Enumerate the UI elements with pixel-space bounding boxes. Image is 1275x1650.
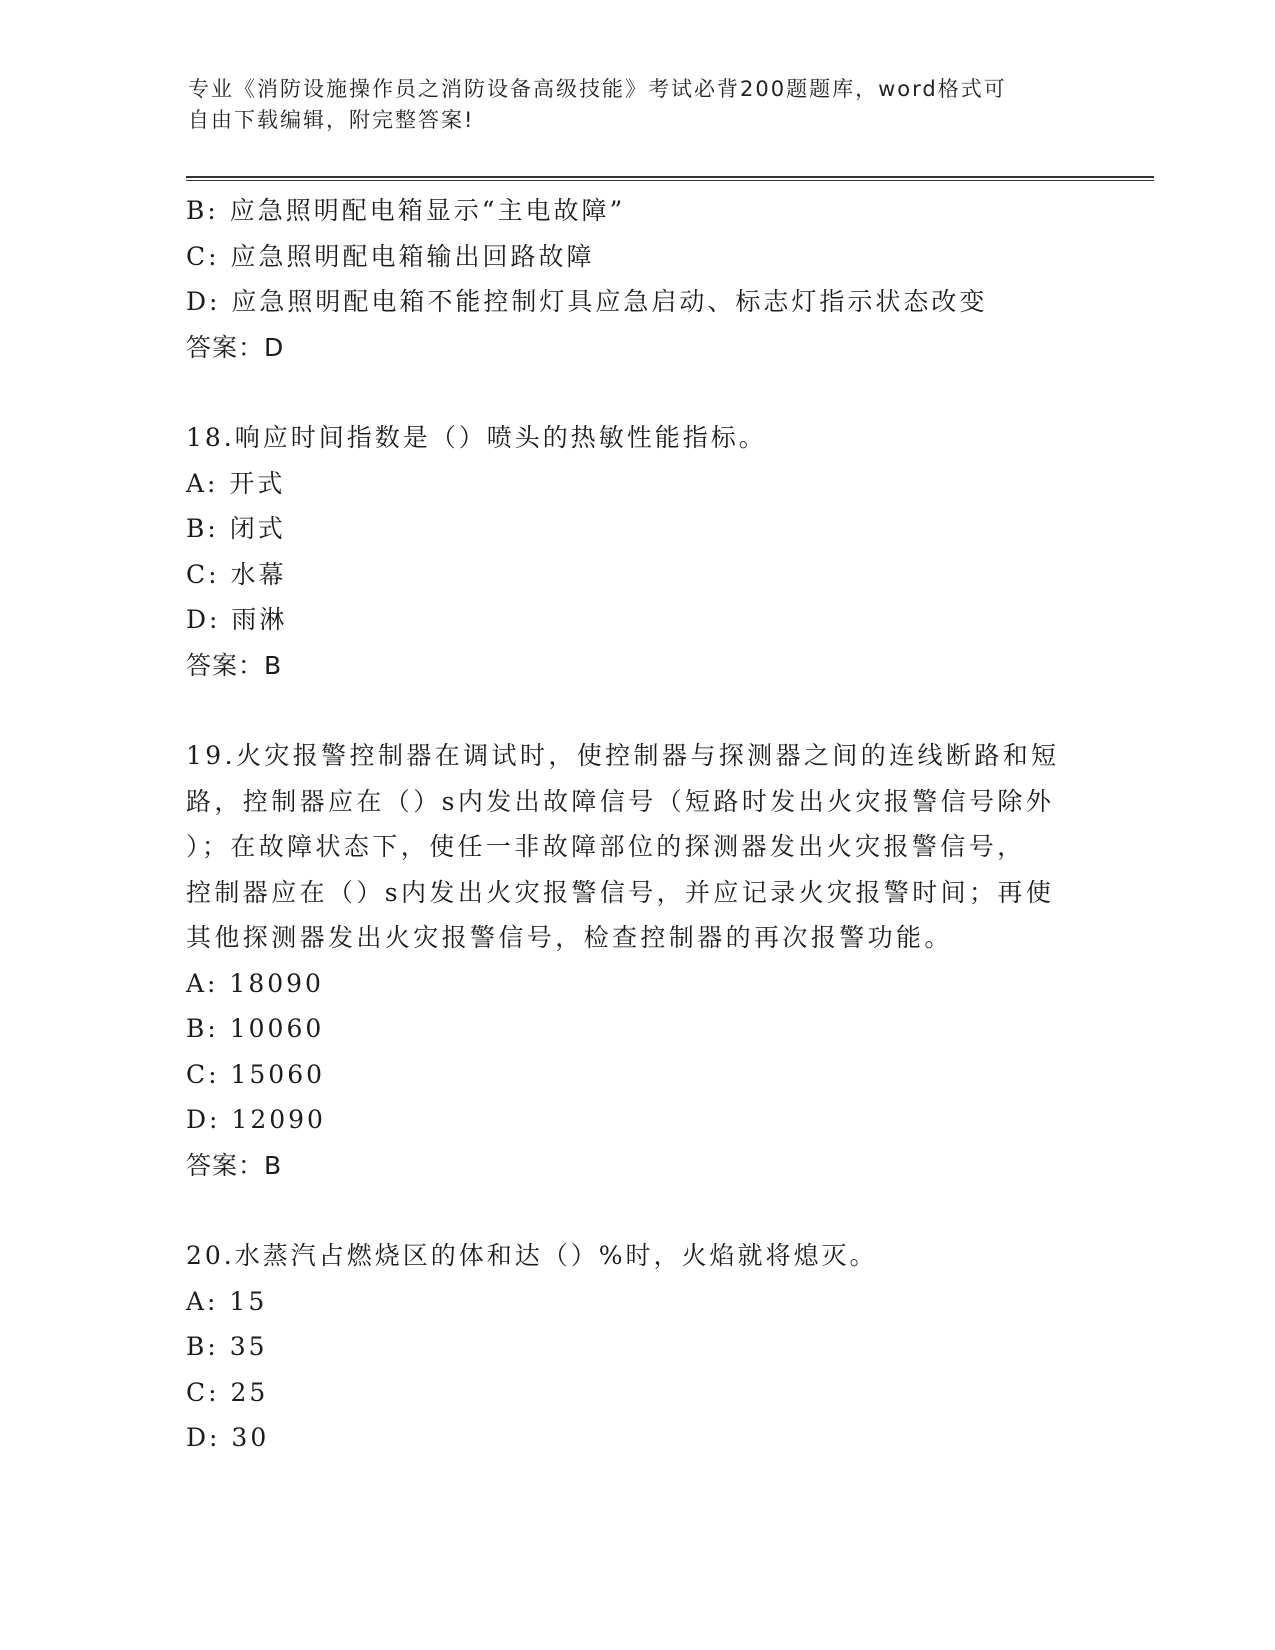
option-b: B: 35 [186, 1332, 268, 1361]
answer-label: 答案：B [186, 1150, 283, 1180]
question-stem-line: 其他探测器发出火灾报警信号，检查控制器的再次报警功能。 [186, 923, 953, 952]
question-stem-line: 19.火灾报警控制器在调试时，使控制器与探测器之间的连线断路和短 [186, 741, 1060, 770]
header-line-2: 自由下载编辑，附完整答案! [188, 108, 475, 132]
question-stem: 20.水蒸汽占燃烧区的体和达（）%时，火焰就将熄灭。 [186, 1241, 878, 1270]
spacer [186, 370, 1086, 415]
option-d: D: 应急照明配电箱不能控制灯具应急启动、标志灯指示状态改变 [186, 287, 988, 316]
page-header [188, 74, 1088, 136]
answer-label: 答案：B [186, 650, 283, 680]
answer-label: 答案：D [186, 332, 285, 362]
option-b: B: 应急照明配电箱显示“主电故障” [186, 196, 626, 225]
document-body [186, 188, 1086, 1461]
option-d: D: 12090 [186, 1105, 326, 1134]
question-stem-line: 控制器应在（）s内发出火灾报警信号，并应记录火灾报警时间；再使 [186, 877, 1055, 907]
header-line-1: 专业《消防设施操作员之消防设备高级技能》考试必背200题题库，word格式可 [188, 77, 1007, 101]
question-18 [186, 415, 1086, 688]
option-c: C: 25 [186, 1377, 269, 1407]
question-20 [186, 1233, 1086, 1461]
question-stem-line: 路，控制器应在（）s内发出故障信号（短路时发出火灾报警信号除外 [186, 786, 1055, 816]
option-d: D: 30 [186, 1423, 270, 1452]
option-a: A: 18090 [186, 968, 324, 998]
option-c: C: 15060 [186, 1059, 326, 1089]
option-a: A: 开式 [186, 468, 286, 498]
question-17-tail [186, 188, 1086, 370]
question-stem-line: ）；在故障状态下，使任一非故障部位的探测器发出火灾报警信号， [186, 832, 1026, 861]
option-c: C: 应急照明配电箱输出回路故障 [186, 241, 595, 271]
question-19 [186, 733, 1086, 1188]
option-d: D: 雨淋 [186, 605, 288, 634]
option-b: B: 10060 [186, 1014, 325, 1043]
option-c: C: 水幕 [186, 559, 287, 589]
option-b: B: 闭式 [186, 514, 286, 543]
spacer [186, 1188, 1086, 1233]
option-a: A: 15 [186, 1286, 268, 1316]
spacer [186, 688, 1086, 733]
header-divider [186, 176, 1154, 181]
question-stem: 18.响应时间指数是（）喷头的热敏性能指标。 [186, 423, 767, 452]
